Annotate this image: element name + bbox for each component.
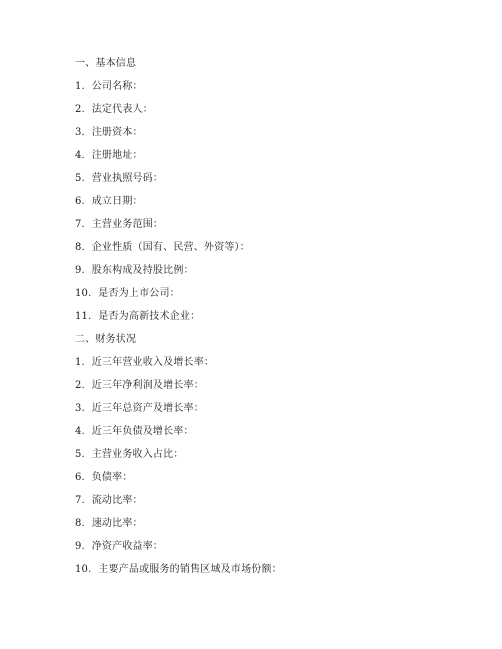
- item-text: 企业性质（国有、民营、外资等）：: [91, 242, 250, 253]
- item-text: 主要产品或服务的销售区域及市场份额：: [98, 564, 282, 575]
- item-number: 2.: [75, 104, 85, 115]
- list-item: [75, 426, 194, 438]
- item-number: 9.: [75, 265, 85, 276]
- item-number: 3.: [75, 127, 85, 138]
- list-item: [75, 564, 282, 576]
- list-item: [75, 518, 143, 530]
- item-text: 注册资本：: [91, 127, 143, 138]
- list-item: [75, 357, 214, 369]
- list-item: [75, 380, 204, 392]
- item-number: 2.: [75, 380, 85, 391]
- item-number: 5.: [75, 173, 85, 184]
- item-text: 法定代表人：: [91, 104, 153, 115]
- item-number: 4.: [75, 150, 85, 161]
- item-text: 股东构成及持股比例：: [91, 265, 194, 276]
- list-item: [75, 495, 143, 507]
- list-item: [75, 403, 204, 415]
- list-item: [75, 265, 194, 277]
- list-item: [75, 288, 180, 300]
- item-text: 是否为高新技术企业：: [98, 311, 201, 322]
- item-number: 8.: [75, 518, 85, 529]
- list-item: [75, 449, 184, 461]
- list-item: [75, 242, 250, 254]
- item-number: 1.: [75, 357, 85, 368]
- list-item: [75, 196, 143, 208]
- list-item: [75, 104, 153, 116]
- item-text: 是否为上市公司：: [98, 288, 180, 299]
- item-text: 营业执照号码：: [91, 173, 164, 184]
- item-text: 近三年净利润及增长率：: [91, 380, 204, 391]
- item-text: 近三年负债及增长率：: [91, 426, 194, 437]
- item-number: 1.: [75, 81, 85, 92]
- list-item: [75, 311, 200, 323]
- item-number: 8.: [75, 242, 85, 253]
- item-text: 成立日期：: [91, 196, 143, 207]
- list-item: [75, 219, 163, 231]
- item-text: 近三年总资产及增长率：: [91, 403, 204, 414]
- item-text: 主营业务范围：: [91, 219, 164, 230]
- list-item: [75, 541, 163, 553]
- list-item: [75, 127, 143, 139]
- section-heading-financial: 二、财务状况: [75, 334, 137, 345]
- item-number: 5.: [75, 449, 85, 460]
- item-text: 速动比率：: [91, 518, 143, 529]
- list-item: [75, 173, 163, 185]
- item-number: 9.: [75, 541, 85, 552]
- item-number: 10.: [75, 288, 92, 299]
- item-number: 7.: [75, 495, 85, 506]
- item-text: 流动比率：: [91, 495, 143, 506]
- list-item: [75, 81, 143, 93]
- list-item: [75, 150, 143, 162]
- item-text: 注册地址：: [91, 150, 143, 161]
- section-heading-basic-info: 一、基本信息: [75, 58, 137, 69]
- item-number: 7.: [75, 219, 85, 230]
- item-text: 净资产收益率：: [91, 541, 164, 552]
- item-number: 11.: [75, 311, 92, 322]
- item-text: 公司名称：: [91, 81, 143, 92]
- item-number: 6.: [75, 196, 85, 207]
- item-text: 主营业务收入占比：: [91, 449, 184, 460]
- list-item: [75, 472, 133, 484]
- item-number: 4.: [75, 426, 85, 437]
- item-text: 负债率：: [91, 472, 133, 483]
- item-number: 10.: [75, 564, 92, 575]
- item-number: 6.: [75, 472, 85, 483]
- item-text: 近三年营业收入及增长率：: [91, 357, 215, 368]
- item-number: 3.: [75, 403, 85, 414]
